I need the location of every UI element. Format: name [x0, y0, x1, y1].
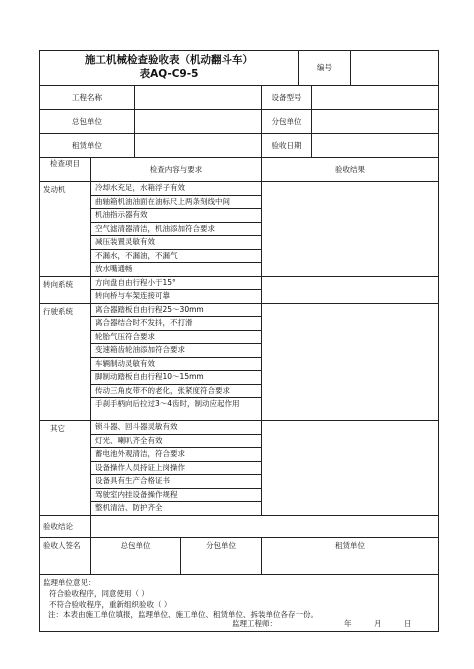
check-item: 冷却水充足，水箱浮子有效: [95, 183, 185, 192]
section-items: [90, 182, 261, 276]
section-result[interactable]: [261, 182, 438, 276]
option-approve[interactable]: 符合验收程序，同意使用（ ）: [49, 588, 149, 598]
title-cell: [40, 51, 298, 85]
supervision-cell: [40, 575, 438, 631]
month-label: 月: [374, 618, 382, 628]
subcontractor-label: 分包单位: [261, 110, 311, 133]
check-item: 轮胎气压符合要求: [91, 330, 261, 344]
result-header: 验收结果: [261, 158, 438, 181]
header-row: [40, 133, 438, 157]
section-items: [90, 304, 261, 421]
supervision-row: [40, 574, 438, 631]
subcontractor-field[interactable]: [311, 110, 438, 133]
check-item: 放水嘴通畅: [91, 262, 261, 276]
check-item: 锁斗器、回斗器灵敏有效: [95, 422, 178, 431]
category-header: 检查项目: [50, 159, 80, 168]
header-row: [40, 85, 438, 109]
device-model-field[interactable]: [311, 86, 438, 109]
check-item: 机油指示器有效: [91, 208, 261, 222]
section-steering: [40, 276, 438, 303]
check-item: 蓄电池外观清洁，符合要求: [91, 447, 261, 461]
check-item: 灯光、喇叭齐全有效: [91, 434, 261, 448]
footer-note: 注：本表由施工单位填报，监理单位、施工单位、租赁单位、拆装单位各存一份。: [48, 610, 318, 619]
acceptance-date-label: 验收日期: [261, 134, 311, 157]
check-item: 设备操作人员持证上岗操作: [91, 461, 261, 475]
serial-value[interactable]: [350, 51, 438, 85]
project-name-label: 工程名称: [72, 93, 102, 102]
section-engine: [40, 181, 438, 276]
device-model-label: 设备型号: [261, 86, 311, 109]
check-item: 离合器结合时不发抖，不打滑: [91, 316, 261, 330]
signature-total[interactable]: 总包单位: [90, 538, 180, 574]
section-name: 发动机: [43, 185, 66, 194]
conclusion-row: [40, 515, 438, 537]
signature-row: [40, 537, 438, 574]
section-driving: [40, 303, 438, 421]
serial-label: 编号: [298, 51, 350, 85]
column-header-row: [40, 157, 438, 181]
general-contractor-label: 总包单位: [72, 117, 102, 126]
leasing-unit-label: 租赁单位: [72, 141, 102, 150]
day-label: 日: [404, 618, 412, 628]
section-name: 行驶系统: [43, 306, 73, 316]
signature-label-text: 验收人签名: [43, 540, 81, 550]
check-item: 手刹手柄向后拉过3～4齿时，制动应起作用: [91, 397, 261, 420]
check-item: 驾驶室内挂设备操作规程: [91, 488, 261, 502]
header-row: [40, 109, 438, 133]
section-items: [90, 421, 261, 515]
year-label: 年: [344, 618, 352, 628]
form-code: 表AQ-C9-5: [139, 68, 199, 80]
leasing-unit-field[interactable]: [134, 134, 261, 157]
project-name-field[interactable]: [134, 86, 261, 109]
signature-lease[interactable]: 租赁单位: [261, 538, 438, 574]
check-item: 车辆制动灵敏有效: [91, 357, 261, 371]
signature-sub[interactable]: 分包单位: [180, 538, 261, 574]
section-name: 其它: [50, 424, 65, 433]
check-item: 不漏水，不漏油，不漏气: [91, 249, 261, 263]
check-item: 转向桥与车架连接可靠: [91, 289, 261, 303]
acceptance-date-field[interactable]: [311, 134, 438, 157]
content-header: 检查内容与要求: [90, 158, 261, 181]
check-item: 曲轴箱机油油面在油标尺上两条刻线中间: [91, 195, 261, 209]
section-result[interactable]: [261, 304, 438, 421]
title-row: [40, 51, 438, 85]
check-item: 传动三角皮带不的老化，张紧度符合要求: [91, 384, 261, 398]
signature-label: [40, 538, 90, 574]
check-item: 离合器踏板自由行程25～30mm: [95, 304, 204, 314]
check-item: 脚制动踏板自由行程10～15mm: [91, 370, 261, 384]
section-result[interactable]: [261, 277, 438, 303]
section-items: [90, 277, 261, 303]
check-item: 空气滤清器清洁，机油添加符合要求: [91, 222, 261, 236]
general-contractor-field[interactable]: [134, 110, 261, 133]
supervision-opinion: 监理单位意见：: [43, 577, 96, 587]
engineer-label: 监理工程师：: [232, 618, 277, 628]
conclusion-label: 验收结论: [43, 521, 73, 531]
check-item: 整机清洁、防护齐全: [91, 501, 261, 515]
conclusion-field[interactable]: [90, 516, 438, 537]
acceptance-form: [39, 50, 439, 632]
check-item: 方向盘自由行程小于15°: [95, 277, 176, 287]
option-reject[interactable]: 不符合验收程序，重新组织验收（ ）: [49, 599, 172, 609]
check-item: 变速箱齿轮油添加符合要求: [91, 343, 261, 357]
section-result[interactable]: [261, 421, 438, 515]
form-title: 施工机械检查验收表（机动翻斗车）: [85, 54, 253, 66]
check-item: 设备具有生产合格证书: [91, 474, 261, 488]
section-name: 转向系统: [43, 279, 73, 289]
check-item: 减压装置灵敏有效: [91, 235, 261, 249]
section-other: [40, 420, 438, 515]
